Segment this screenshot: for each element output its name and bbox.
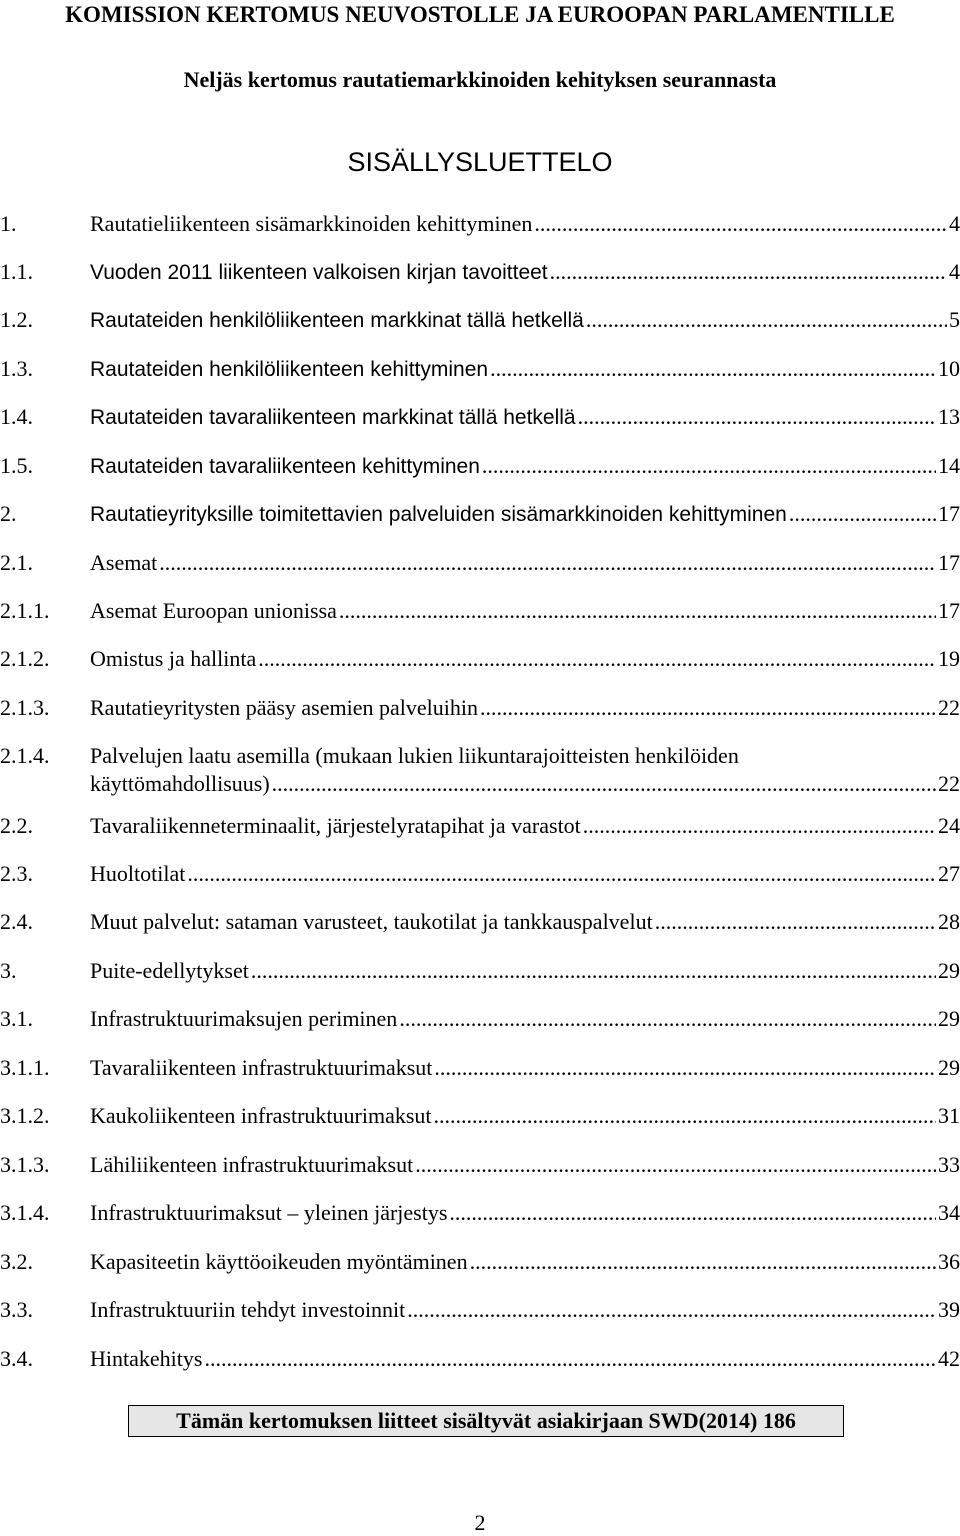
toc-entry-text: Huoltotilat bbox=[90, 861, 186, 886]
toc-leader-dots bbox=[399, 1005, 936, 1033]
toc-entry-number: 2.1.2. bbox=[0, 646, 50, 671]
toc-entry-number: 2.1.3. bbox=[0, 695, 50, 720]
toc-entry-text: Asemat bbox=[90, 550, 158, 575]
toc-entry-row bbox=[90, 500, 960, 528]
toc-entry-number: 2.2. bbox=[0, 813, 33, 838]
toc-leader-dots bbox=[415, 1151, 936, 1179]
toc-entry-text: Rautateiden tavaraliikenteen kehittyminen bbox=[90, 455, 480, 478]
toc-entry-number: 2.4. bbox=[0, 909, 33, 934]
toc-entry-text-line1: Palvelujen laatu asemilla (mukaan lukien liikuntarajoitteisten henkilöiden bbox=[90, 743, 739, 768]
page-number: 2 bbox=[474, 1510, 486, 1535]
toc-entry-text: Omistus ja hallinta bbox=[90, 646, 257, 671]
toc-entry-row bbox=[90, 1054, 960, 1082]
toc-leader-dots bbox=[187, 860, 936, 888]
toc-entry-row bbox=[90, 597, 960, 625]
toc-entry-row bbox=[90, 1248, 960, 1276]
toc-entry-text: Hintakehitys bbox=[90, 1346, 203, 1371]
toc-entry-body bbox=[90, 549, 960, 577]
toc-entry-number: 1.5. bbox=[0, 453, 33, 478]
toc-entry-text: Tavaraliikenneterminaalit, järjestelyratapihat ja varastot bbox=[90, 813, 581, 838]
toc-entry-body bbox=[90, 403, 960, 431]
toc-leader-dots bbox=[449, 1199, 936, 1227]
toc-entry-row bbox=[90, 306, 960, 334]
toc-entry-number: 1.4. bbox=[0, 404, 33, 429]
toc-entry-row bbox=[90, 403, 960, 431]
toc-leader-dots bbox=[655, 908, 936, 936]
toc-leader-dots bbox=[434, 1102, 936, 1130]
toc-leader-dots bbox=[339, 597, 936, 625]
toc-title: SISÄLLYSLUETTELO bbox=[347, 147, 613, 177]
toc-entry-text: Rautatieliikenteen sisämarkkinoiden kehittyminen bbox=[90, 211, 533, 236]
toc-entry-row bbox=[90, 1102, 960, 1130]
toc-leader-dots bbox=[490, 355, 936, 383]
toc-entry-row bbox=[90, 1005, 960, 1033]
toc-entry-body bbox=[90, 812, 960, 840]
toc-entry-text: Lähiliikenteen infrastruktuurimaksut bbox=[90, 1152, 414, 1177]
toc-entry-body bbox=[90, 597, 960, 625]
toc-leader-dots bbox=[159, 549, 936, 577]
toc-entry-text: Tavaraliikenteen infrastruktuurimaksut bbox=[90, 1055, 433, 1080]
toc-entry-row bbox=[90, 770, 960, 798]
toc-leader-dots bbox=[534, 210, 947, 238]
toc-entry-number: 2.3. bbox=[0, 861, 33, 886]
toc-entry-body bbox=[90, 210, 960, 238]
toc-entry-page: 29 bbox=[938, 958, 960, 983]
toc-entry-text: Puite-edellytykset bbox=[90, 958, 249, 983]
toc-entry-text: Infrastruktuurimaksut – yleinen järjestys bbox=[90, 1200, 448, 1225]
toc-entry-row bbox=[90, 549, 960, 577]
toc-entry-row bbox=[90, 1151, 960, 1179]
toc-entry-row bbox=[90, 1296, 960, 1324]
toc-leader-dots bbox=[586, 306, 947, 334]
toc-leader-dots bbox=[578, 403, 936, 431]
toc-entry-number: 2. bbox=[0, 501, 17, 526]
toc-leader-dots bbox=[470, 1248, 936, 1276]
toc-entry-number: 2.1.4. bbox=[0, 743, 50, 768]
toc-entry-page: 13 bbox=[938, 404, 960, 429]
toc-entry-page: 36 bbox=[938, 1249, 960, 1274]
toc-leader-dots bbox=[434, 1054, 936, 1082]
toc-entry-text: Kaukoliikenteen infrastruktuurimaksut bbox=[90, 1103, 432, 1128]
toc-entry-body bbox=[90, 957, 960, 985]
toc-entry-page: 19 bbox=[938, 646, 960, 671]
toc-entry-row bbox=[90, 860, 960, 888]
toc-entry-body bbox=[90, 258, 960, 286]
toc-entry-page: 5 bbox=[949, 307, 960, 332]
toc-entry-number: 3.1.1. bbox=[0, 1055, 50, 1080]
toc-entry-page: 24 bbox=[938, 813, 960, 838]
toc-entry-number: 3.4. bbox=[0, 1346, 33, 1371]
toc-entry-row bbox=[90, 1345, 960, 1373]
toc-entry-body bbox=[90, 1005, 960, 1033]
toc-entry-text: Vuoden 2011 liikenteen valkoisen kirjan tavoitteet bbox=[90, 261, 548, 284]
toc-entry-body bbox=[90, 645, 960, 673]
toc-entry-page: 10 bbox=[938, 356, 960, 381]
toc-entry-text: Infrastruktuurimaksujen periminen bbox=[90, 1006, 398, 1031]
toc-entry-body bbox=[90, 1054, 960, 1082]
toc-entry-page: 42 bbox=[938, 1346, 960, 1371]
toc-leader-dots bbox=[583, 812, 936, 840]
toc-leader-dots bbox=[480, 694, 936, 722]
toc-entry-number: 1.1. bbox=[0, 259, 33, 284]
toc-entry-page: 39 bbox=[938, 1297, 960, 1322]
toc-entry-number: 2.1.1. bbox=[0, 598, 50, 623]
toc-leader-dots bbox=[251, 957, 936, 985]
toc-entry-row bbox=[90, 694, 960, 722]
toc-entry-page: 22 bbox=[938, 771, 960, 796]
toc-entry-text: Infrastruktuuriin tehdyt investoinnit bbox=[90, 1297, 406, 1322]
toc-entry-text: Rautatieyrityksille toimitettavien palveluiden sisämarkkinoiden kehittyminen bbox=[90, 503, 787, 526]
toc-entry-page: 29 bbox=[938, 1055, 960, 1080]
toc-entry-number: 1. bbox=[0, 211, 17, 236]
toc-entry-number: 1.2. bbox=[0, 307, 33, 332]
annex-note: Tämän kertomuksen liitteet sisältyvät asiakirjaan SWD(2014) 186 bbox=[128, 1405, 844, 1437]
toc-entry-body bbox=[90, 742, 960, 798]
document-title: KOMISSION KERTOMUS NEUVOSTOLLE JA EUROOPAN PARLAMENTILLE bbox=[65, 2, 895, 27]
toc-entry-number: 3.2. bbox=[0, 1249, 33, 1274]
toc-entry-row bbox=[90, 645, 960, 673]
toc-entry-page: 33 bbox=[938, 1152, 960, 1177]
toc-entry-page: 4 bbox=[949, 259, 960, 284]
toc-entry-page: 17 bbox=[938, 501, 960, 526]
toc-leader-dots bbox=[204, 1345, 936, 1373]
toc-leader-dots bbox=[550, 258, 947, 286]
toc-entry-body bbox=[90, 306, 960, 334]
toc-entry-number: 3.1. bbox=[0, 1006, 33, 1031]
toc-entry-number: 2.1. bbox=[0, 550, 33, 575]
toc-entry-row bbox=[90, 1199, 960, 1227]
toc-entry-page: 34 bbox=[938, 1200, 960, 1225]
toc-entry-page: 22 bbox=[938, 695, 960, 720]
toc-entry-page: 17 bbox=[938, 550, 960, 575]
toc-entry-number: 3.1.2. bbox=[0, 1103, 50, 1128]
toc-entry-body bbox=[90, 1296, 960, 1324]
toc-entry-row bbox=[90, 355, 960, 383]
toc-entry-page: 31 bbox=[938, 1103, 960, 1128]
toc-entry-body bbox=[90, 1102, 960, 1130]
toc-entry-body bbox=[90, 500, 960, 528]
toc-entry-page: 17 bbox=[938, 598, 960, 623]
toc-entry-row bbox=[90, 258, 960, 286]
toc-entry-number: 1.3. bbox=[0, 356, 33, 381]
toc-entry-text: Kapasiteetin käyttöoikeuden myöntäminen bbox=[90, 1249, 468, 1274]
toc-entry-page: 28 bbox=[938, 909, 960, 934]
toc-entry-row bbox=[90, 908, 960, 936]
toc-entry-body bbox=[90, 860, 960, 888]
toc-entry-body bbox=[90, 355, 960, 383]
toc-entry-text: käyttömahdollisuus) bbox=[90, 771, 270, 796]
toc-entry-text: Asemat Euroopan unionissa bbox=[90, 598, 337, 623]
toc-entry-text: Rautateiden henkilöliikenteen markkinat tällä hetkellä bbox=[90, 309, 584, 332]
toc-entry-body bbox=[90, 1199, 960, 1227]
toc-entry-row bbox=[90, 957, 960, 985]
toc-entry-page: 4 bbox=[949, 211, 960, 236]
toc-entry-text: Rautateiden tavaraliikenteen markkinat tällä hetkellä bbox=[90, 406, 576, 429]
toc-entry-page: 14 bbox=[938, 453, 960, 478]
toc-entry-text: Rautateiden henkilöliikenteen kehittyminen bbox=[90, 358, 489, 381]
toc-entry-body bbox=[90, 452, 960, 480]
toc-leader-dots bbox=[482, 452, 936, 480]
toc-entry-page: 27 bbox=[938, 861, 960, 886]
toc-entry-row bbox=[90, 452, 960, 480]
toc-entry-number: 3. bbox=[0, 958, 17, 983]
toc-entry-body bbox=[90, 1151, 960, 1179]
toc-entry-number: 3.1.3. bbox=[0, 1152, 50, 1177]
toc-entry-text: Rautatieyritysten pääsy asemien palveluihin bbox=[90, 695, 478, 720]
toc-entry-body bbox=[90, 1248, 960, 1276]
toc-entry-number: 3.3. bbox=[0, 1297, 33, 1322]
toc-entry-body bbox=[90, 694, 960, 722]
toc-entry-text: Muut palvelut: sataman varusteet, taukotilat ja tankkauspalvelut bbox=[90, 909, 653, 934]
toc-leader-dots bbox=[272, 770, 936, 798]
toc-entry-number: 3.1.4. bbox=[0, 1200, 50, 1225]
toc-entry-row bbox=[90, 812, 960, 840]
toc-leader-dots bbox=[789, 500, 936, 528]
toc-entry-body bbox=[90, 1345, 960, 1373]
toc-entry-row bbox=[90, 210, 960, 238]
document-subtitle: Neljäs kertomus rautatiemarkkinoiden kehityksen seurannasta bbox=[183, 67, 777, 92]
toc-leader-dots bbox=[258, 645, 936, 673]
toc-entry-page: 29 bbox=[938, 1006, 960, 1031]
toc-leader-dots bbox=[407, 1296, 936, 1324]
toc-entry-body bbox=[90, 908, 960, 936]
